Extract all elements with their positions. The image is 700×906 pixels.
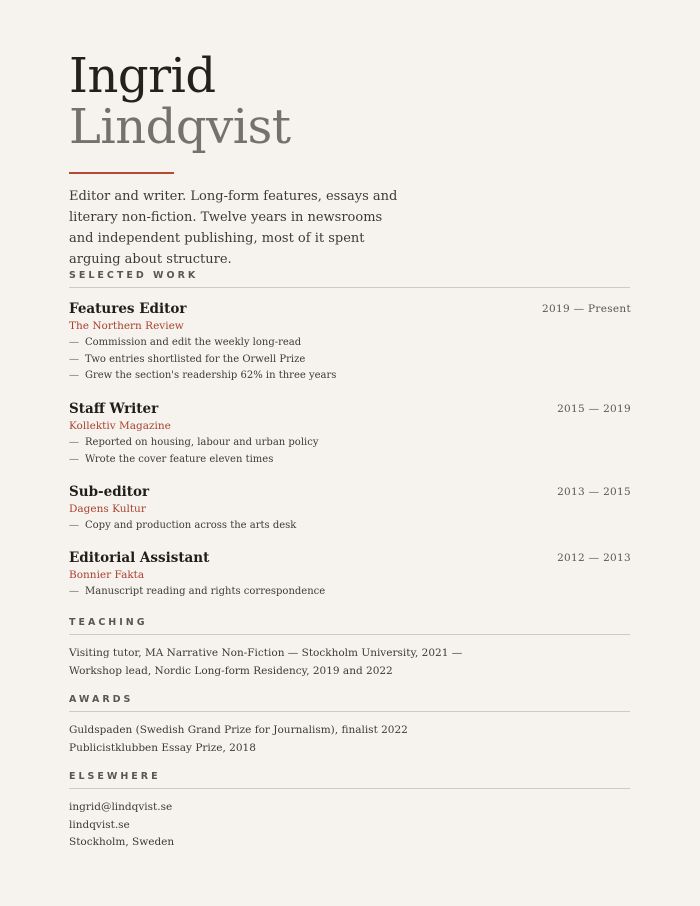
teaching-item: Workshop lead, Nordic Long-form Residency, 2019 and 2022 bbox=[69, 664, 393, 677]
section-divider bbox=[69, 634, 630, 635]
job-bullet bbox=[69, 368, 631, 385]
accent-rule bbox=[69, 172, 174, 174]
section-divider bbox=[69, 287, 630, 288]
job-title: Sub-editor bbox=[69, 484, 150, 500]
contact-website[interactable]: lindqvist.se bbox=[69, 818, 130, 831]
bullet-text: Reported on housing, labour and urban policy bbox=[85, 437, 319, 448]
dash-marker: — bbox=[69, 353, 79, 365]
summary: Editor and writer. Long-form features, essays and literary non-fiction. Twelve years in newsrooms and independent publishing, most of it spent arguing about structure. bbox=[69, 189, 398, 267]
bullet-text: Manuscript reading and rights correspondence bbox=[85, 586, 326, 597]
section-title-teaching: TEACHING bbox=[69, 617, 148, 628]
job-bullet bbox=[69, 335, 631, 352]
section-title-awards: AWARDS bbox=[69, 694, 134, 705]
job-bullet bbox=[69, 352, 631, 369]
teaching-item: Visiting tutor, MA Narrative Non-Fiction — Stockholm University, 2021 — bbox=[69, 647, 463, 659]
dash-marker: — bbox=[69, 520, 79, 531]
bullet-text: Two entries shortlisted for the Orwell Prize bbox=[85, 353, 306, 365]
job-dates: 2015 — 2019 bbox=[557, 403, 631, 415]
job-title: Editorial Assistant bbox=[69, 550, 210, 566]
job-org: The Northern Review bbox=[69, 320, 184, 332]
dash-marker: — bbox=[69, 437, 79, 448]
bullet-text: Grew the section's readership 62% in three years bbox=[85, 370, 337, 382]
award-item: Guldspaden (Swedish Grand Prize for Journalism), finalist 2022 bbox=[69, 724, 408, 736]
name-last: Lindqvist bbox=[69, 99, 291, 155]
job-dates: 2019 — Present bbox=[542, 303, 631, 315]
job-entry bbox=[69, 483, 631, 535]
award-item: Publicistklubben Essay Prize, 2018 bbox=[69, 741, 256, 754]
job-bullet bbox=[69, 584, 631, 601]
bullet-text: Copy and production across the arts desk bbox=[85, 520, 297, 531]
contact-email[interactable]: ingrid@lindqvist.se bbox=[69, 801, 173, 813]
job-bullets bbox=[69, 435, 631, 468]
job-title: Features Editor bbox=[69, 301, 187, 317]
teaching-list bbox=[69, 645, 630, 680]
job-bullet bbox=[69, 452, 631, 469]
section-title-work: SELECTED WORK bbox=[69, 270, 199, 281]
job-dates: 2013 — 2015 bbox=[557, 486, 631, 498]
bullet-text: Commission and edit the weekly long-read bbox=[85, 337, 302, 348]
job-entry bbox=[69, 400, 631, 468]
name-first: Ingrid bbox=[69, 48, 216, 104]
job-bullet bbox=[69, 518, 631, 535]
dash-marker: — bbox=[69, 370, 79, 382]
awards-list bbox=[69, 722, 630, 757]
dash-marker: — bbox=[69, 586, 79, 597]
job-entry bbox=[69, 549, 631, 601]
job-org: Bonnier Fakta bbox=[69, 569, 145, 581]
job-entry bbox=[69, 300, 631, 385]
job-bullets bbox=[69, 518, 631, 535]
dash-marker: — bbox=[69, 453, 79, 465]
bullet-text: Wrote the cover feature eleven times bbox=[85, 453, 274, 465]
job-bullets bbox=[69, 335, 631, 385]
job-org: Kollektiv Magazine bbox=[69, 420, 171, 432]
dash-marker: — bbox=[69, 337, 79, 348]
contact-location: Stockholm, Sweden bbox=[69, 836, 175, 848]
contact-list bbox=[69, 799, 630, 852]
job-bullet bbox=[69, 435, 631, 452]
job-org: Dagens Kultur bbox=[69, 503, 146, 515]
section-title-elsewhere: ELSEWHERE bbox=[69, 771, 161, 782]
job-dates: 2012 — 2013 bbox=[557, 552, 631, 564]
job-bullets bbox=[69, 584, 631, 601]
section-divider bbox=[69, 788, 630, 789]
section-divider bbox=[69, 711, 630, 712]
job-title: Staff Writer bbox=[69, 401, 159, 417]
